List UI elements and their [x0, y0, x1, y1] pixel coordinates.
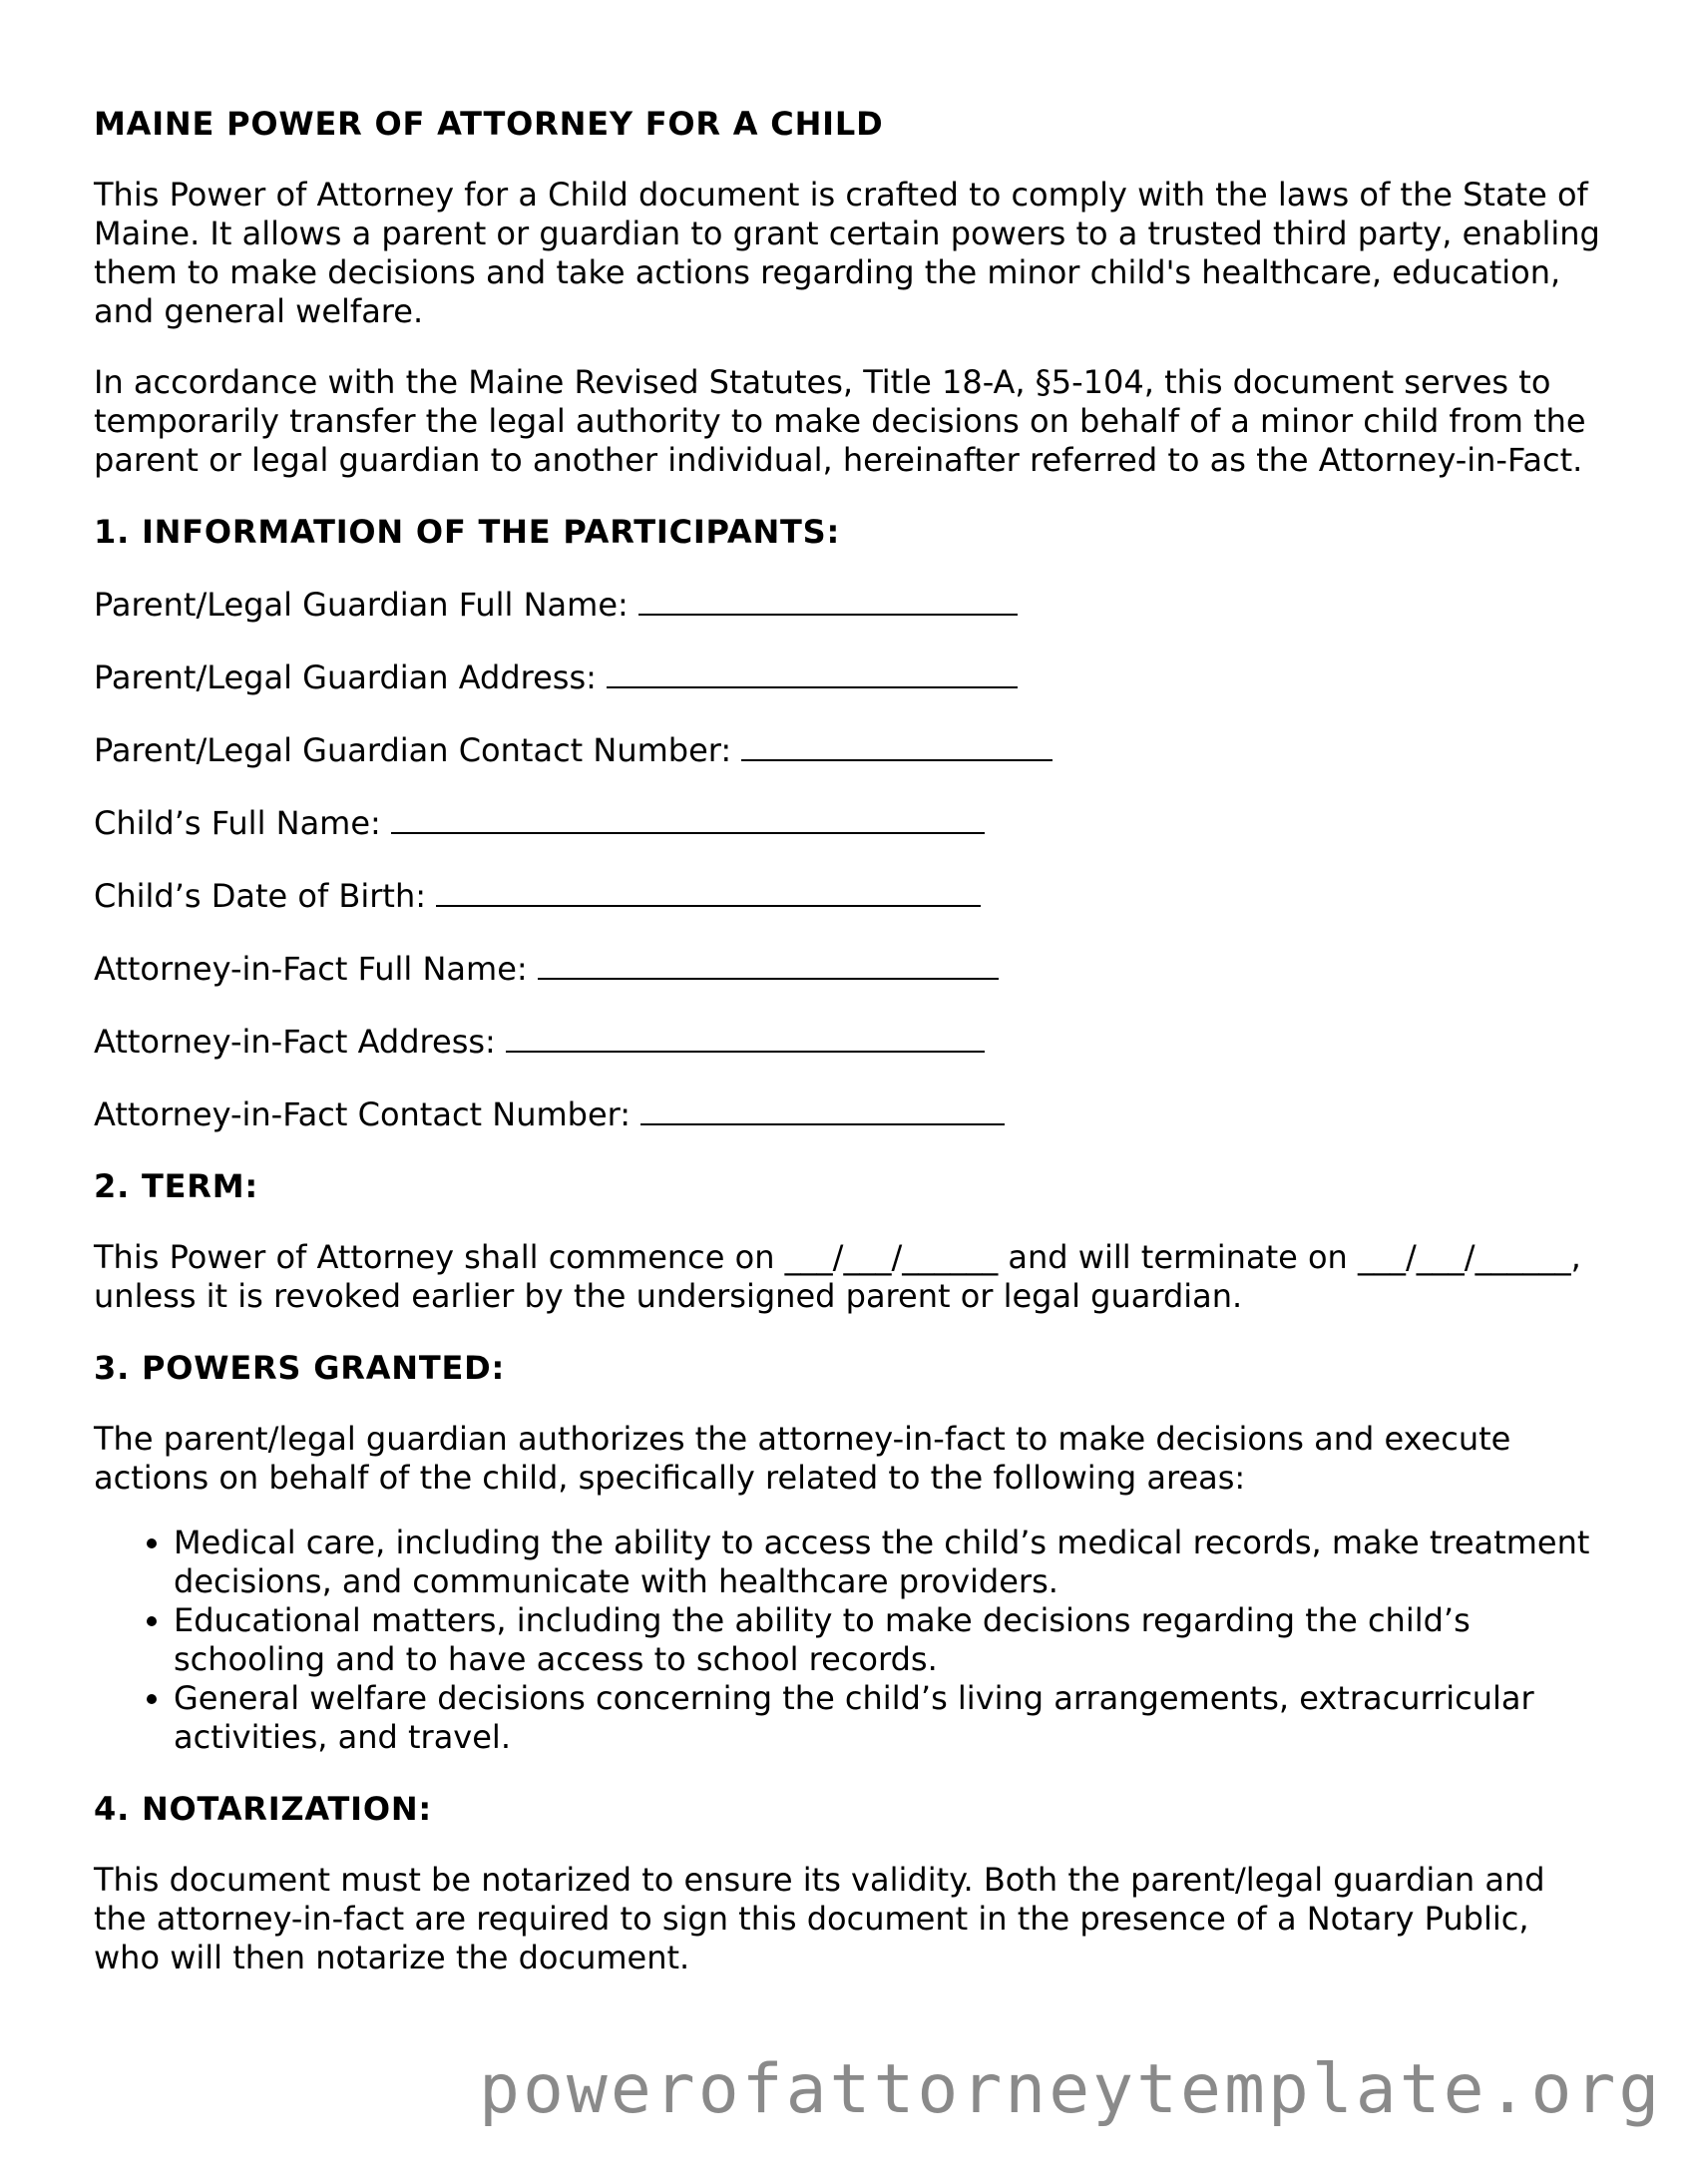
field-label: Attorney-in-Fact Full Name:	[94, 950, 528, 988]
document-title: MAINE POWER OF ATTORNEY FOR A CHILD	[94, 105, 884, 143]
document-page	[94, 104, 1600, 2009]
field-label: Child’s Full Name:	[94, 804, 381, 842]
field-label: Parent/Legal Guardian Contact Number:	[94, 731, 732, 769]
field-label: Parent/Legal Guardian Full Name:	[94, 586, 629, 624]
child-full-name-blank[interactable]	[391, 802, 985, 834]
parent-contact-number-field	[94, 729, 1600, 770]
power-item-general-welfare: • General welfare decisions concerning the child’s living arrangements, extracurricular activities, and travel.	[174, 1679, 1600, 1757]
intro-paragraph-1: This Power of Attorney for a Child document is crafted to comply with the laws of the State of Maine. It allows a parent or guardian to grant certain powers to a trusted third party, enabling them to make decisions and take actions regarding the minor child's healthcare, education, and general welfare.	[94, 176, 1600, 330]
parent-full-name-blank[interactable]	[638, 584, 1018, 616]
power-item-medical: • Medical care, including the ability to access the child’s medical records, make treatment decisions, and communicate with healthcare providers.	[174, 1524, 1600, 1601]
powers-heading: 3. POWERS GRANTED:	[94, 1349, 506, 1387]
notarization-paragraph: This document must be notarized to ensure its validity. Both the parent/legal guardian and the attorney-in-fact are required to sign this document in the presence of a Notary Public, who will then notarize the document.	[94, 1861, 1545, 1976]
notarization-heading: 4. NOTARIZATION:	[94, 1790, 433, 1828]
attorney-contact-number-blank[interactable]	[640, 1093, 1005, 1125]
participants-heading: 1. INFORMATION OF THE PARTICIPANTS:	[94, 513, 841, 551]
field-label: Attorney-in-Fact Address:	[94, 1023, 496, 1061]
term-text-end: , unless it is revoked earlier by the undersigned parent or legal guardian.	[94, 1238, 1581, 1315]
attorney-address-field	[94, 1021, 1600, 1062]
powers-list	[94, 1524, 1600, 1757]
child-date-of-birth-blank[interactable]	[436, 875, 981, 907]
field-label: Parent/Legal Guardian Address:	[94, 658, 597, 696]
parent-address-field	[94, 656, 1600, 697]
watermark-text: powerofattorneytemplate.org	[479, 2050, 1663, 2129]
field-label: Child’s Date of Birth:	[94, 877, 427, 915]
attorney-full-name-blank[interactable]	[538, 948, 999, 980]
term-heading: 2. TERM:	[94, 1167, 258, 1205]
term-paragraph	[94, 1238, 1600, 1316]
term-text-middle: and will terminate on	[1008, 1238, 1348, 1276]
term-text-start: This Power of Attorney shall commence on	[94, 1238, 775, 1276]
field-label: Attorney-in-Fact Contact Number:	[94, 1095, 632, 1133]
parent-address-blank[interactable]	[607, 656, 1018, 688]
intro-paragraph-2: In accordance with the Maine Revised Statutes, Title 18-A, §5-104, this document serves to temporarily transfer the legal authority to make decisions on behalf of a minor child from the parent or legal guardian to another individual, hereinafter referred to as the Attorney-in-Fact.	[94, 363, 1586, 479]
term-start-date-blank[interactable]: ___/___/______	[784, 1238, 999, 1276]
child-full-name-field	[94, 802, 1600, 843]
parent-full-name-field	[94, 584, 1600, 625]
attorney-address-blank[interactable]	[506, 1021, 985, 1053]
parent-contact-number-blank[interactable]	[741, 729, 1053, 761]
powers-intro: The parent/legal guardian authorizes the attorney-in-fact to make decisions and execute actions on behalf of the child, specifically related to the following areas:	[94, 1420, 1511, 1497]
attorney-full-name-field	[94, 948, 1600, 989]
attorney-contact-number-field	[94, 1093, 1600, 1134]
child-date-of-birth-field	[94, 875, 1600, 916]
power-item-educational: • Educational matters, including the ability to make decisions regarding the child’s schooling and to have access to school records.	[174, 1601, 1600, 1679]
term-end-date-blank[interactable]: ___/___/______	[1358, 1238, 1571, 1276]
